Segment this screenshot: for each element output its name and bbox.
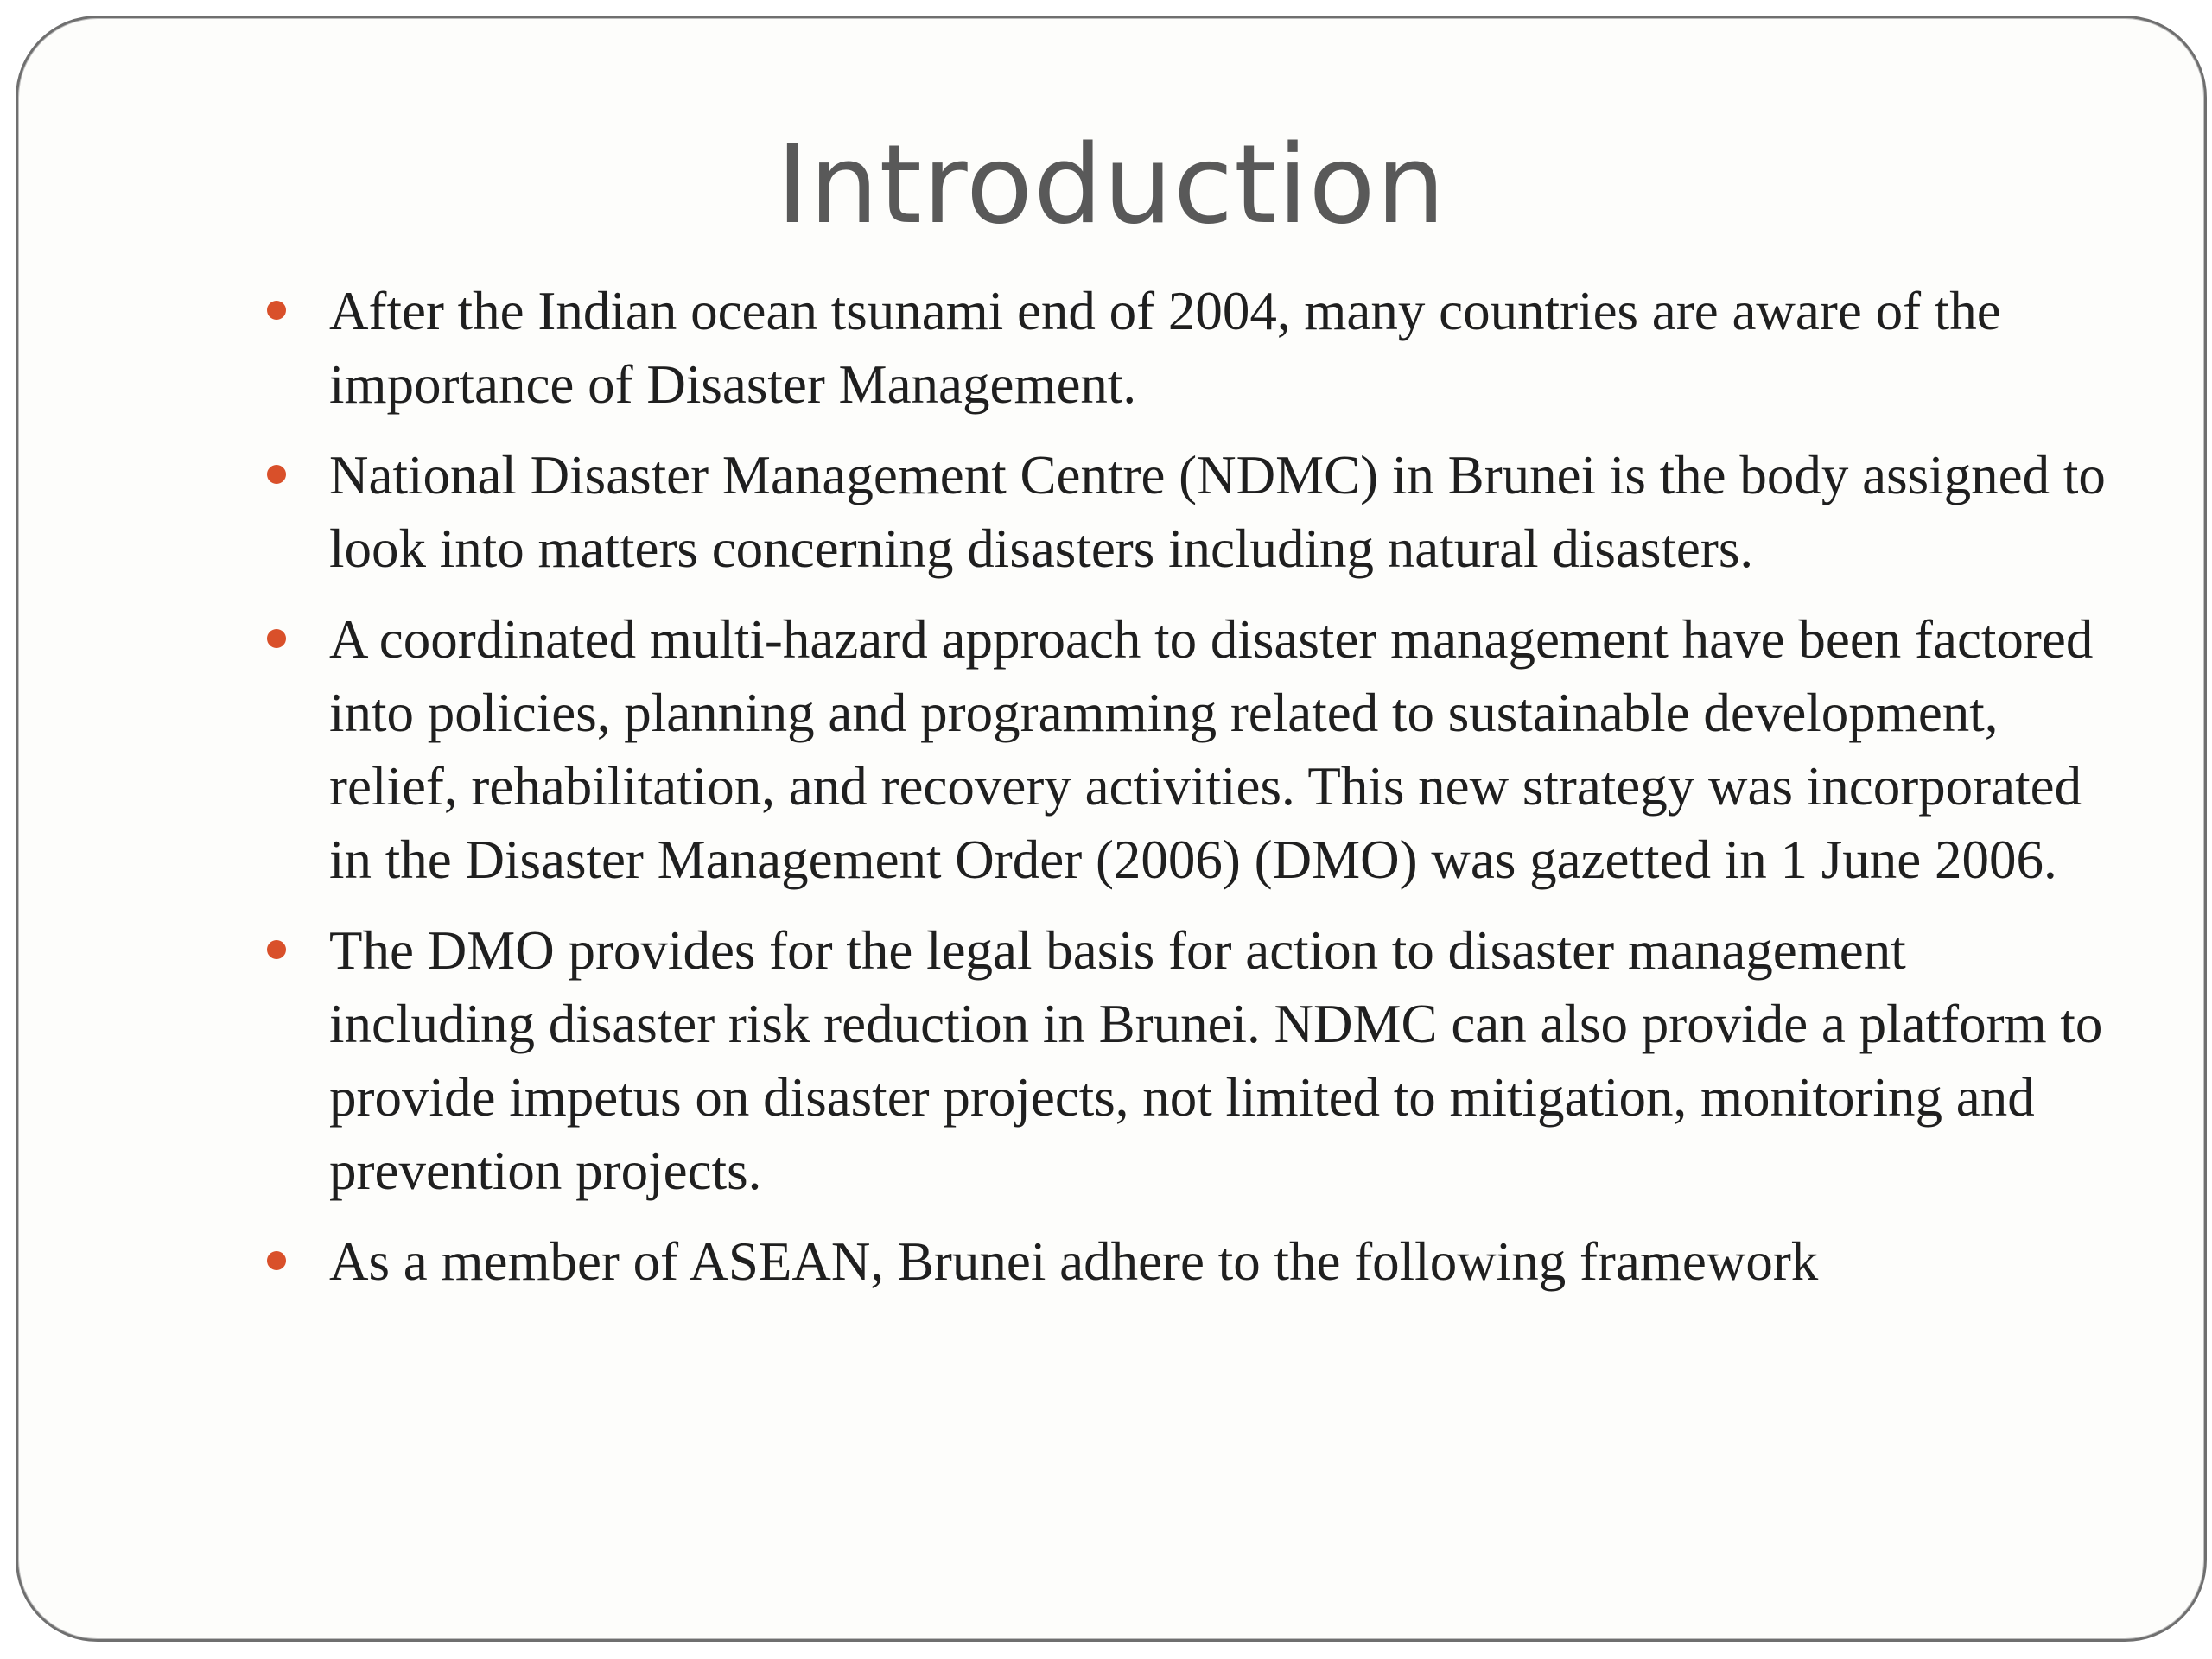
slide-title: Introduction bbox=[776, 121, 1446, 248]
bullet-dot-icon bbox=[267, 940, 286, 959]
bullet-text: As a member of ASEAN, Brunei adhere to the following framework bbox=[329, 1231, 1819, 1292]
bullet-text: After the Indian ocean tsunami end of 2004, many countries are aware of the importance of Disaster Management. bbox=[329, 281, 2001, 415]
bullet-text: National Disaster Management Centre (NDMC) in Brunei is the body assigned to look into matters concerning disasters including natural disasters. bbox=[329, 445, 2106, 579]
bullet-text: The DMO provides for the legal basis for action to disaster management including disaster risk reduction in Brunei. NDMC can also provide a platform to provide impetus on disaster projects, not limited to mitigation, monitoring and prevention projects. bbox=[329, 920, 2103, 1201]
bullet-dot-icon bbox=[267, 629, 286, 648]
slide-frame bbox=[16, 16, 2207, 1642]
list-item bbox=[251, 1225, 2109, 1299]
list-item bbox=[251, 603, 2109, 897]
list-item bbox=[251, 914, 2109, 1208]
bullet-dot-icon bbox=[267, 465, 286, 484]
list-item bbox=[251, 275, 2109, 422]
bullet-list bbox=[251, 275, 2109, 1316]
bullet-dot-icon bbox=[267, 1251, 286, 1270]
bullet-dot-icon bbox=[267, 301, 286, 320]
list-item bbox=[251, 439, 2109, 586]
bullet-text: A coordinated multi-hazard approach to disaster management have been factored into policies, planning and programming related to sustainable development, relief, rehabilitation, and recovery activities. This new strategy was incorporated in the Disaster Management Order (2006) (DMO) was gazetted in 1 June 2006. bbox=[329, 609, 2094, 890]
